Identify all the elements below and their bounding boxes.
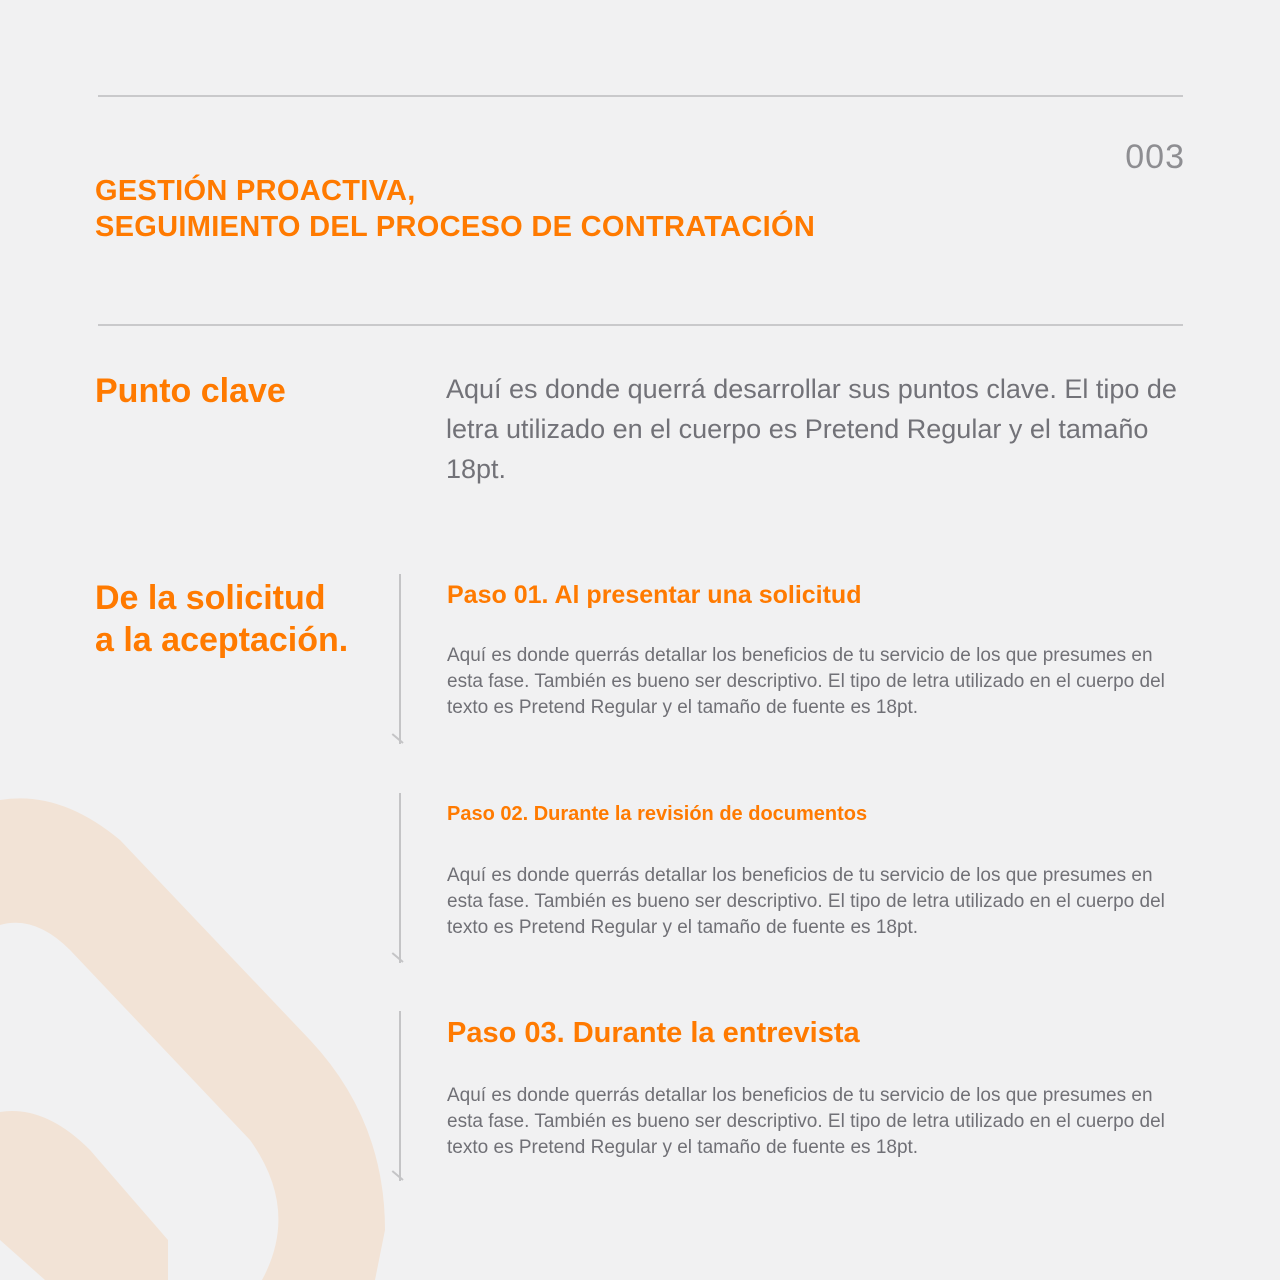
- page-number: 003: [1125, 138, 1185, 176]
- top-divider: [98, 95, 1183, 97]
- section-heading-line-1: De la solicitud: [95, 579, 326, 617]
- section-heading-line-2: a la aceptación.: [95, 621, 349, 659]
- step-3-body: Aquí es donde querrás detallar los beneficios de tu servicio de los que presumes en esta fase. También es bueno ser descriptivo. El tipo de letra utilizado en el cuerpo del texto es Pretend Regular y el tamaño de fuente es 18pt.: [447, 1085, 1165, 1158]
- section-heading: [95, 577, 348, 661]
- step-1: [447, 581, 1192, 721]
- step-2-body: Aquí es donde querrás detallar los beneficios de tu servicio de los que presumes en esta fase. También es bueno ser descriptivo. El tipo de letra utilizado en el cuerpo del texto es Pretend Regular y el tamaño de fuente es 18pt.: [447, 865, 1165, 938]
- step-2-title: Paso 02. Durante la revisión de documentos: [447, 803, 868, 825]
- key-point-text: Aquí es donde querrá desarrollar sus puntos clave. El tipo de letra utilizado en el cuerpo es Pretend Regular y el tamaño 18pt.: [446, 374, 1177, 484]
- step-1-body: Aquí es donde querrás detallar los beneficios de tu servicio de los que presumes en esta fase. También es bueno ser descriptivo. El tipo de letra utilizado en el cuerpo del texto es Pretend Regular y el tamaño de fuente es 18pt.: [447, 645, 1165, 718]
- step-3-arrow-line: [399, 1011, 401, 1181]
- title-line-1: GESTIÓN PROACTIVA,: [95, 175, 416, 207]
- step-3-title: Paso 03. Durante la entrevista: [447, 1017, 860, 1049]
- step-3: [447, 1017, 1192, 1161]
- decorative-shape-inner-band: [0, 1111, 168, 1280]
- middle-divider: [98, 324, 1183, 326]
- step-2-arrow-line: [399, 793, 401, 963]
- page-title: [95, 173, 815, 245]
- key-point-label: Punto clave: [95, 372, 286, 410]
- step-1-arrow-line: [399, 574, 401, 744]
- step-1-title: Paso 01. Al presentar una solicitud: [447, 581, 862, 609]
- step-2: [447, 803, 1192, 941]
- title-line-2: SEGUIMIENTO DEL PROCESO DE CONTRATACIÓN: [95, 211, 816, 243]
